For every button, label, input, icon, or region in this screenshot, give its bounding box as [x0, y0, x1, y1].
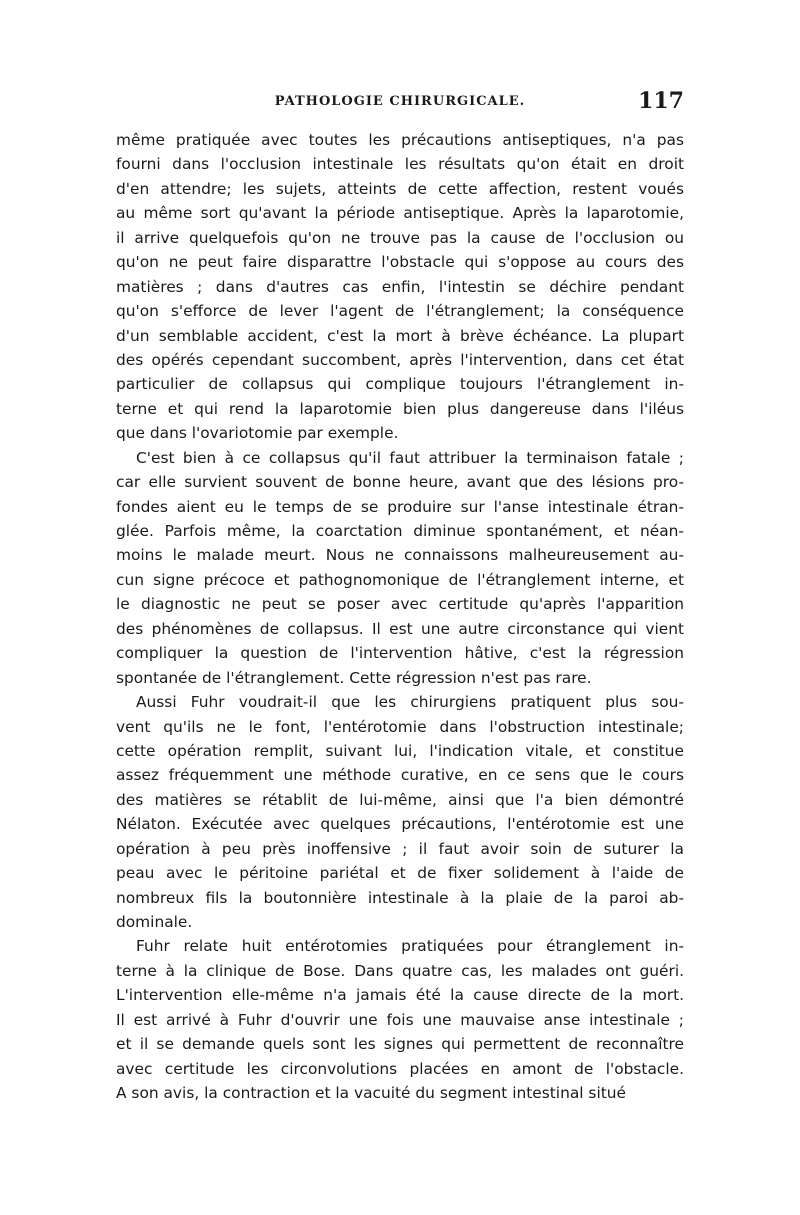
text-line: nombreux fils la boutonnière intestinale à la plaie de la paroi ab-	[116, 888, 684, 907]
paragraph	[116, 128, 684, 446]
text-line: terne et qui rend la laparotomie bien plus dangereuse dans l'iléus	[116, 399, 684, 418]
text-line: cun signe précoce et pathognomonique de l'étranglement interne, et	[116, 570, 684, 589]
text-line: Il est arrivé à Fuhr d'ouvrir une fois une mauvaise anse intestinale ;	[116, 1010, 684, 1029]
text-line: avec certitude les circonvolutions placées en amont de l'obstacle.	[116, 1059, 684, 1078]
running-title: PATHOLOGIE CHIRURGICALE.	[274, 94, 526, 109]
text-line: car elle survient souvent de bonne heure, avant que des lésions pro-	[116, 473, 684, 492]
text-line: compliquer la question de l'intervention hâtive, c'est la régression	[116, 644, 684, 663]
text-line: au même sort qu'avant la période antiseptique. Après la laparotomie,	[116, 204, 684, 223]
text-line: Fuhr relate huit entérotomies pratiquées pour étranglement in-	[136, 937, 684, 956]
text-line: Nélaton. Exécutée avec quelques précautions, l'entérotomie est une	[116, 815, 684, 834]
text-line: d'en attendre; les sujets, atteints de cette affection, restent voués	[116, 179, 684, 198]
text-line: moins le malade meurt. Nous ne connaissons malheureusement au-	[116, 546, 684, 565]
text-line: C'est bien à ce collapsus qu'il faut attribuer la terminaison fatale ;	[136, 448, 684, 467]
paragraph	[116, 934, 684, 1105]
text-line: des opérés cependant succombent, après l'intervention, dans cet état	[116, 350, 684, 369]
body-text	[116, 128, 684, 1106]
text-line: fondes aient eu le temps de se produire sur l'anse intestinale étran-	[116, 497, 684, 516]
text-line: que dans l'ovariotomie par exemple.	[116, 424, 399, 443]
page-number: 117	[638, 88, 684, 114]
text-line: assez fréquemment une méthode curative, en ce sens que le cours	[116, 766, 684, 785]
text-line: des matières se rétablit de lui-même, ainsi que l'a bien démontré	[116, 790, 684, 809]
text-line: peau avec le péritoine pariétal et de fixer solidement à l'aide de	[116, 864, 684, 883]
text-line: et il se demande quels sont les signes qui permettent de reconnaître	[116, 1035, 684, 1054]
text-line: dominale.	[116, 913, 193, 931]
paragraph	[116, 446, 684, 690]
text-line: même pratiquée avec toutes les précautions antiseptiques, n'a pas	[116, 131, 684, 149]
text-line: des phénomènes de collapsus. Il est une autre circonstance qui vient	[116, 619, 684, 638]
text-line: L'intervention elle-même n'a jamais été la cause directe de la mort.	[116, 986, 684, 1005]
text-line: spontanée de l'étranglement. Cette régression n'est pas rare.	[116, 668, 592, 687]
text-line: particulier de collapsus qui complique toujours l'étranglement in-	[116, 375, 684, 394]
text-line: A son avis, la contraction et la vacuité du segment intestinal situé	[116, 1084, 626, 1103]
text-line: glée. Parfois même, la coarctation diminue spontanément, et néan-	[116, 522, 684, 540]
text-line: terne à la clinique de Bose. Dans quatre cas, les malades ont guéri.	[116, 961, 684, 980]
text-line: il arrive quelquefois qu'on ne trouve pas la cause de l'occlusion ou	[116, 228, 684, 247]
text-line: opération à peu près inoffensive ; il faut avoir soin de suturer la	[116, 839, 684, 858]
text-line: Aussi Fuhr voudrait-il que les chirurgiens pratiquent plus sou-	[136, 693, 684, 712]
text-line: d'un semblable accident, c'est la mort à brève échéance. La plupart	[116, 326, 684, 345]
text-line: fourni dans l'occlusion intestinale les résultats qu'on était en droit	[116, 155, 684, 174]
text-line: matières ; dans d'autres cas enfin, l'intestin se déchire pendant	[116, 277, 684, 296]
text-line: cette opération remplit, suivant lui, l'indication vitale, et constitue	[116, 741, 684, 760]
text-line: qu'on s'efforce de lever l'agent de l'étranglement; la conséquence	[116, 302, 684, 321]
text-line: vent qu'ils ne le font, l'entérotomie dans l'obstruction intestinale;	[116, 717, 684, 736]
paragraph	[116, 690, 684, 934]
text-line: le diagnostic ne peut se poser avec certitude qu'après l'apparition	[116, 595, 684, 614]
text-line: qu'on ne peut faire disparattre l'obstacle qui s'oppose au cours des	[116, 253, 684, 272]
page-header	[116, 88, 684, 122]
